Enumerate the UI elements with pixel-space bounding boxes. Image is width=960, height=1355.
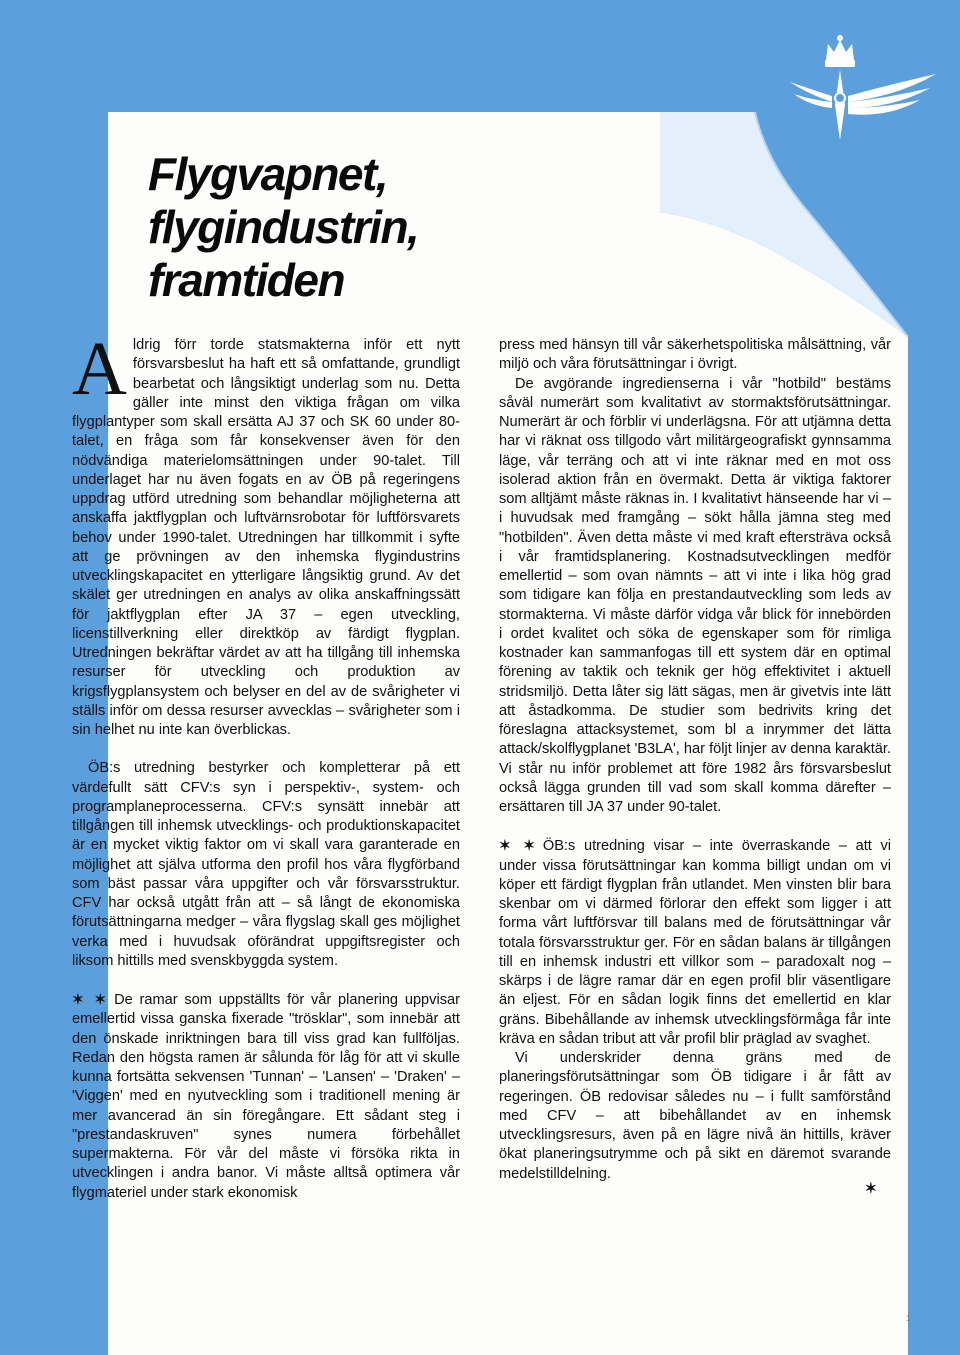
paragraph-text: ldrig förr torde statsmakterna inför ett nytt försvarsbeslut ha haft ett så omfattande, grundligt bearbetat och långsiktigt underlag som nu. Detta gäller inte minst den viktiga frågan om vilka flygplantyper som skall ersätta AJ 37 och SK 60 under 80-talet, en fråga som får konsekvenser även för den nödvändiga materielomsättningen under 90-talet. Till underlaget har nu även fogats en av ÖB på regeringens uppdrag utförd utredning som behandlar möjligheterna att anskaffa jaktflygplan och luftvärnsrobotar för luftförsvarets behov under 1990-talet. Utredningen har tillkommit i syfte att ge prövningen av den inhemska flygindustrins utvecklingskapacitet en ytterligare långsiktig grund. Av det skälet ger utredningen en analys av olika anskaffningssätt för jaktflygplan efter JA 37 – egen utveckling, licenstillverkning eller direktköp av färdigt flygplan. Utredningen bekräftar värdet av att ha tillgång till inhemska resurser för utveckling och produktion av krigsflygplansystem och belyser en del av de svårigheter vi ställs inför om dessa resurser avvecklas – svårigheter som i sin helhet nu inte kan överblickas. [72,337,460,738]
article-column-left [72,327,460,1203]
end-star-icon: ✶ [864,1180,877,1197]
article-column-right [499,336,891,1197]
title-line: flygindustrin, [148,201,419,253]
star-ornament-icon: ✶ ✶ [72,991,109,1007]
title-line: framtiden [148,254,345,306]
paragraph-text: ÖB:s utredning visar – inte överraskande – att vi under vissa förutsättningar kan komma billigt undan om vi köper ett färdigt flygplan från utlandet. Men vinsten blir bara skenbar om vi därmed förlorar den effekt som ligger i att forma vårt luftförsvar till balans med de förutsättningar vår totala försvarsstruktur ger. För en sådan balans är tillgången till en inhemsk industri ett villkor som – paradoxalt nog – skärps i de lägre ramar där en egen profil blir väsentligare än eljest. För en sådan logik finns det emellertid en klar gräns. Bibehållande av inhemsk utvecklingsförmåga får inte kräva en sådan tribut att vår profil blir präglad av svaghet. [499,838,891,1047]
paragraph [72,990,460,1203]
drop-cap: A [72,327,127,411]
paragraph-text: De ramar som uppställts för vår planering uppvisar emellertid vissa ganska fixerade "trösklar", som innebär att den önskade inriktningen bara till viss grad kan fullföljas. Redan den högsta ramen är sålunda för låg för att vi skulle kunna fortsätta sekvensen 'Tunnan' – 'Lansen' – 'Draken' – 'Viggen' med en nyutveckling som i traditionell mening är mer avancerad än sin föregångare. Ett sådant steg i "prestandaskruven" synes numera förbehållet supermakterna. För vår del måste vi försöka rikta in utvecklingen i andra banor. Vi måste alltså optimera vår flygmateriel under stark ekonomisk [72,992,460,1201]
crowned-winged-propeller-icon [788,30,938,150]
paragraph: ÖB:s utredning bestyrker och kompletterar på ett värdefullt sätt CFV:s syn i perspektiv-, system- och programplaneprocesserna. CFV:s synsätt innebär att tillgången till inhemsk utvecklings- och produktionskapacitet är en mycket viktig faktor om vi skall vara garanterade en möjlighet att själva utforma den profil hos våra flygförband som bäst passar våra uppgifter och vår försvarsstruktur. CFV har också utgått från att – så långt de ekonomiska förutsättningarna medger – våra flygslag skall ges möjlighet verka med i huvudsak oförändrat uppgiftsregister och liksom hittills med svenskbyggda system. [72,760,460,969]
paragraph [499,836,891,1049]
star-ornament-icon: ✶ ✶ [499,837,537,854]
paragraph: press med hänsyn till vår säkerhetspolitiska målsättning, vår miljö och våra förutsättningar i övrigt. [499,337,891,373]
title-line: Flygvapnet, [148,148,388,200]
paragraph: De avgörande ingredienserna i vår "hotbild" bestäms såväl numerärt som kvalitativt av stormaktsförutsättningar. Numerärt är och förblir vi underlägsna. För att utjämna detta har vi räknat oss tillgodo vårt militärgeografiskt gynnsamma läge, vår terräng och att vi inte räknar med en mot oss isolerad aktion från en övermakt. Detta är viktiga faktorer som alltjämt måste räknas in. I kvalitativt hänseende har vi – i huvudsak med framgång – sökt hålla jämna steg med "hotbilden". Även detta måste vi med kraft eftersträva också i vår framtidsplanering. Kostnadsutvecklingen medför emellertid – som ovan nämnts – att vi inte i lika hög grad som tidigare kan följa en prestandautveckling som leds av stormakterna. Vi måste därför vidga vår blick för innebörden i ordet kvalitet och söka de egenskaper som för rimliga kostnader kan sammanfogas till ett system där en optimal förening av taktik och teknik ger hög effektivitet i aktuell stridsmiljö. Detta låter sig lätt sägas, men är givetvis inte lätt att åstadkomma. De studier som bedrivits kring det föreslagna attacksystemet, som bl a inrymmer det lätta attack/skolflygplanet 'B3LA', har följt linjer av denna karaktär. Vi står nu inför problemet att före 1982 års försvarsbeslut också lägga grunden till vad som skall komma därefter – ersättaren till JA 37 under 90-talet. [499,375,891,815]
article-title [148,148,418,307]
page-footnote-mark: 1 [906,1314,911,1323]
paragraph [72,327,460,740]
paragraph: Vi underskrider denna gräns med de planeringsförutsättningar som ÖB tidigare i år fått av regeringen. ÖB redovisar således nu – i fullt samförstånd med CFV – att bibehållandet av en inhemsk utvecklingsresurs, även på en lägre nivå än hittills, kräver ökat planeringsutrymme och på sikt en däremot svarande medelstilldelning. [499,1050,891,1182]
